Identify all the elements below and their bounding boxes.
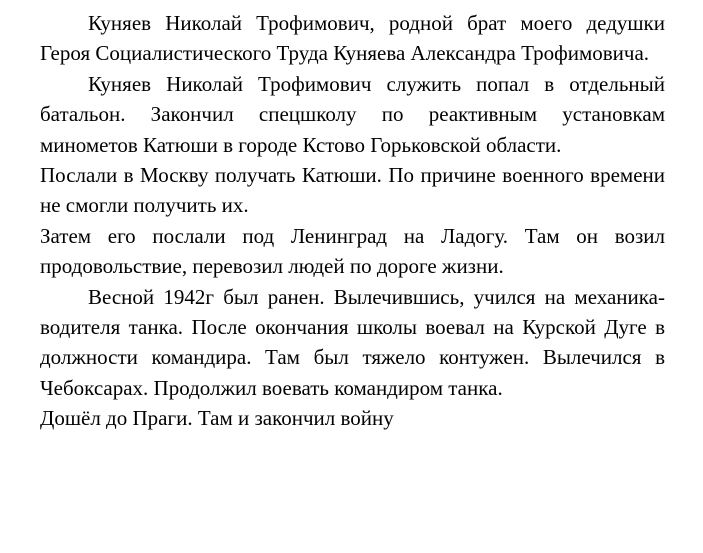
paragraph-leningrad: Затем его послали под Ленинград на Ладогу. Там он возил продовольствие, перевозил людей по дороге жизни. bbox=[40, 223, 665, 279]
paragraph-moscow: Послали в Москву получать Катюши. По причине военного времени не смогли получить их. bbox=[40, 163, 665, 218]
paragraph-prague: Дошёл до Праги. Там и закончил войну bbox=[40, 406, 394, 431]
paragraph-intro: Куняев Николай Трофимович, родной брат моего дедушки Героя Социалистического Труда Куняева Александра Трофимовича. bbox=[40, 11, 665, 66]
paragraph-service: Куняев Николай Трофимович служить попал в отдельный батальон. Закончил спецшколу по реактивным установкам минометов Катюши в городе Кстово Горьковской области. bbox=[40, 71, 665, 157]
paragraph-wounded: Весной 1942г был ранен. Вылечившись, учился на механика-водителя танка. После окончания школы воевал на Курской Дуге в должности командира. Там был тяжело контужен. Вылечился в Чебоксарах. Продолжил воевать командиром танка. bbox=[40, 284, 665, 400]
